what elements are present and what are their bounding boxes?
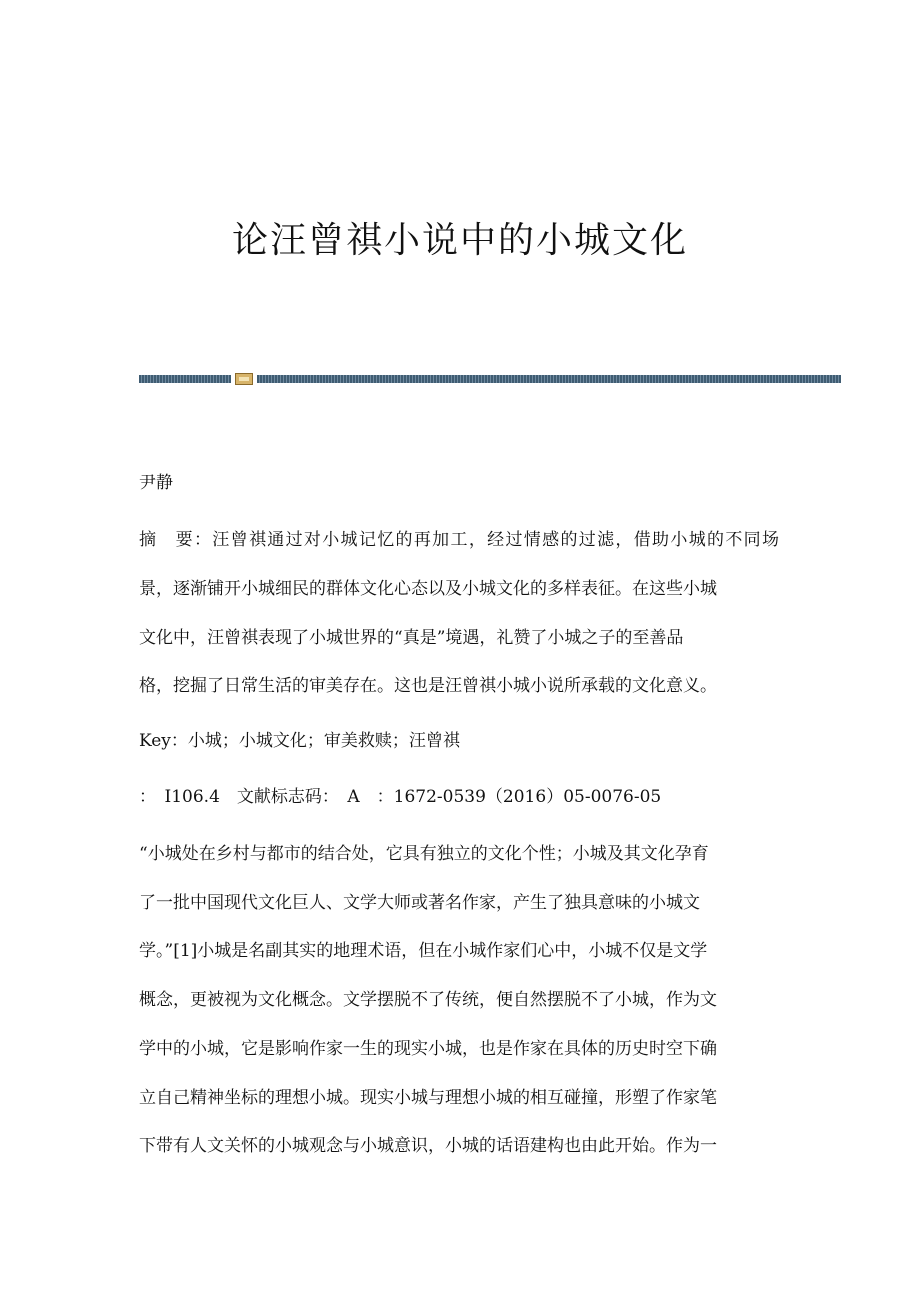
abstract-line: 摘 要：汪曾祺通过对小城记忆的再加工，经过情感的过滤，借助小城的不同场 [139, 530, 779, 550]
author-name: 尹静 [139, 473, 173, 493]
body-line: 下带有人文关怀的小城观念与小城意识，小城的话语建构也由此开始。作为一 [139, 1136, 717, 1156]
abstract-line: 景，逐渐铺开小城细民的群体文化心态以及小城文化的多样表征。在这些小城 [139, 579, 717, 599]
title-rule-left [139, 375, 231, 383]
page-title: 论汪曾祺小说中的小城文化 [231, 220, 688, 261]
rule-ornament-icon [235, 373, 253, 385]
body-line: 立自己精神坐标的理想小城。现实小城与理想小城的相互碰撞，形塑了作家笔 [139, 1088, 717, 1108]
body-line: 学中的小城，它是影响作家一生的现实小城，也是作家在具体的历史时空下确 [139, 1039, 717, 1059]
body-line: 概念，更被视为文化概念。文学摆脱不了传统，便自然摆脱不了小城，作为文 [139, 990, 717, 1010]
classification-info: ： I106.4 文献标志码： A ：1672-0539（2016）05-0076-05 [139, 787, 662, 807]
abstract-line: 文化中，汪曾祺表现了小城世界的“真是”境遇，礼赞了小城之子的至善品 [139, 628, 684, 648]
body-line: “小城处在乡村与都市的结合处，它具有独立的文化个性；小城及其文化孕育 [139, 844, 709, 864]
abstract-line: 格，挖掘了日常生活的审美存在。这也是汪曾祺小城小说所承载的文化意义。 [139, 676, 717, 696]
keywords: Key：小城；小城文化；审美救赎；汪曾祺 [139, 731, 460, 751]
body-line: 了一批中国现代文化巨人、文学大师或著名作家，产生了独具意味的小城文 [139, 893, 700, 913]
title-rule-right [257, 375, 841, 383]
body-line: 学。”[1]小城是名副其实的地理术语，但在小城作家们心中，小城不仅是文学 [139, 941, 708, 961]
